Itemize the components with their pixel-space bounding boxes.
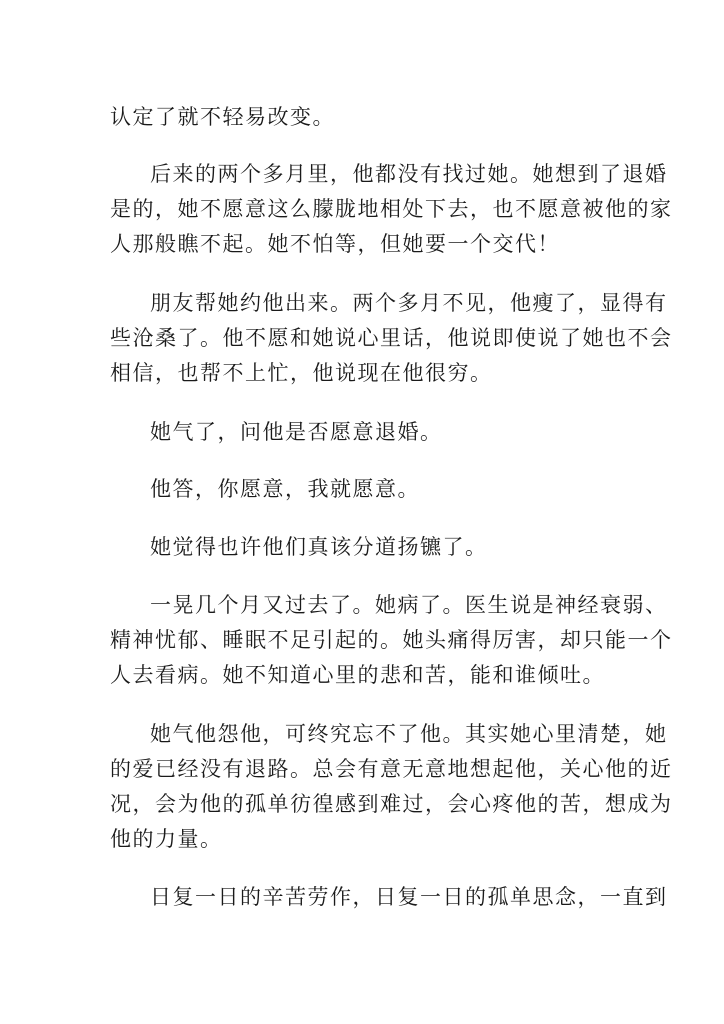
paragraph-3-line-1: 朋友帮她约他出来。两个多月不见，他瘦了，显得有 bbox=[150, 291, 668, 315]
paragraph-5-line-1: 他答，你愿意，我就愿意。 bbox=[150, 477, 420, 501]
paragraph-8-line-3: 况，会为他的孤单彷徨感到难过，会心疼他的苦，想成为 bbox=[110, 792, 673, 816]
paragraph-6-line-1: 她觉得也许他们真该分道扬镳了。 bbox=[150, 535, 488, 559]
paragraph-3-line-3: 相信，也帮不上忙，他说现在他很穷。 bbox=[110, 361, 493, 385]
paragraph-2-line-2: 是的，她不愿意这么朦胧地相处下去，也不愿意被他的家 bbox=[110, 197, 673, 221]
paragraph-9-line-1: 日复一日的辛苦劳作，日复一日的孤单思念，一直到 bbox=[150, 885, 668, 909]
paragraph-4-line-1: 她气了，问他是否愿意退婚。 bbox=[150, 420, 443, 444]
paragraph-8-line-1: 她气他怨他，可终究忘不了他。其实她心里清楚，她 bbox=[150, 722, 668, 746]
paragraph-8-line-4: 他的力量。 bbox=[110, 827, 223, 851]
paragraph-2-line-1: 后来的两个多月里，他都没有找过她。她想到了退婚 bbox=[150, 162, 668, 186]
paragraph-2-line-3: 人那般瞧不起。她不怕等，但她要一个交代！ bbox=[110, 232, 560, 256]
paragraph-7-line-1: 一晃几个月又过去了。她病了。医生说是神经衰弱、 bbox=[150, 593, 668, 617]
paragraph-7-line-3: 人去看病。她不知道心里的悲和苦，能和谁倾吐。 bbox=[110, 663, 605, 687]
paragraph-3-line-2: 些沧桑了。他不愿和她说心里话，他说即使说了她也不会 bbox=[110, 326, 673, 350]
paragraph-7-line-2: 精神忧郁、睡眠不足引起的。她头痛得厉害，却只能一个 bbox=[110, 628, 673, 652]
paragraph-1-line-1: 认定了就不轻易改变。 bbox=[110, 105, 335, 129]
paragraph-8-line-2: 的爱已经没有退路。总会有意无意地想起他，关心他的近 bbox=[110, 757, 673, 781]
